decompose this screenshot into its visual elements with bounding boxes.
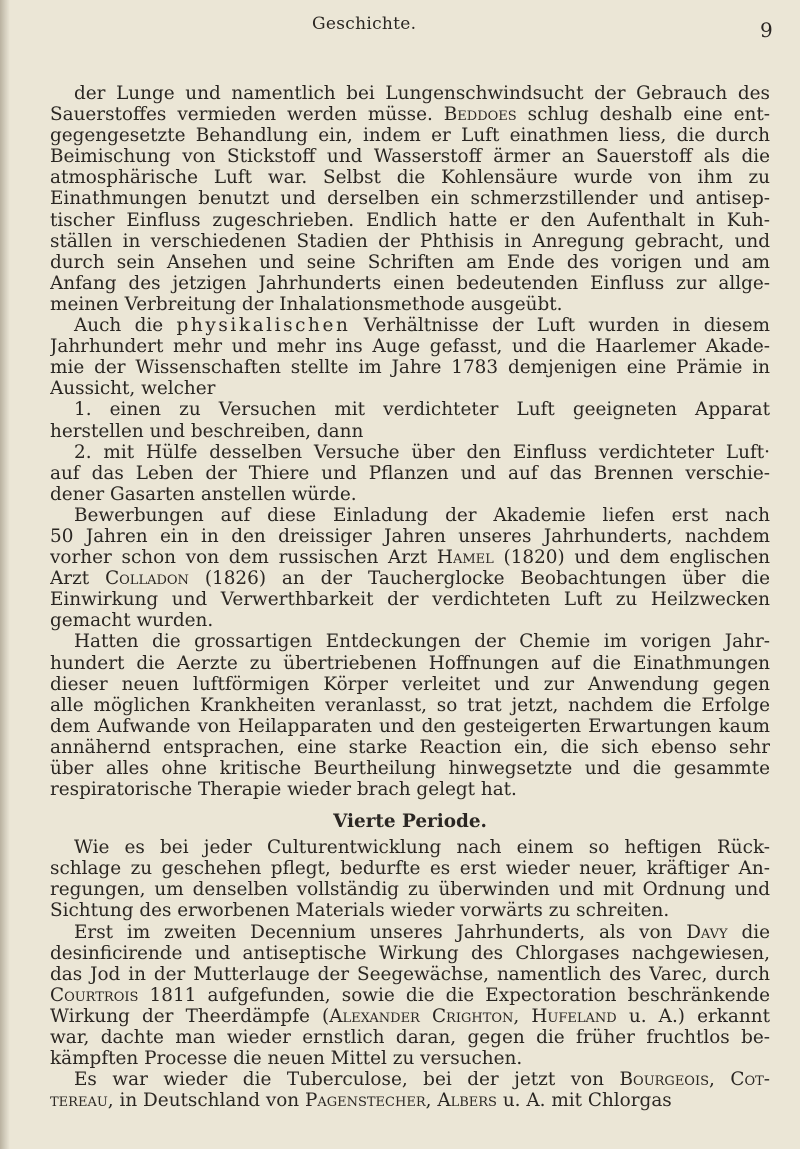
- text-line: [50, 1090, 770, 1111]
- text-run: Wirkung der Theerdämpfe (: [50, 1005, 330, 1027]
- text-run: Auch die: [74, 315, 177, 337]
- text-run: ,: [425, 1090, 438, 1112]
- text-line: [50, 252, 770, 273]
- text-run: das Jod in der Mutterlauge der Seegewächse, namentlich des Varec, durch: [50, 963, 770, 985]
- person-name: Colladon: [105, 568, 189, 590]
- text-run: Sichtung des erworbenen Materials wieder vorwärts zu schreiten.: [50, 900, 670, 922]
- text-run: Erst im zweiten Decennium unseres Jahrhunderts, als von: [74, 921, 687, 943]
- list-item: [50, 442, 770, 505]
- text-run: die: [727, 921, 770, 943]
- person-name: Pagenstecher: [304, 1090, 426, 1112]
- text-run: Einathmungen benutzt und derselben ein schmerzstillender und antisep-: [50, 188, 770, 210]
- paragraph: [50, 837, 770, 921]
- text-line: [50, 653, 770, 674]
- text-run: , in Deutschland von: [107, 1090, 305, 1112]
- text-run: 2. mit Hülfe desselben Versuche über den Einfluss verdichteter Luft·: [74, 441, 770, 463]
- emphasis-spaced: physikalischen: [176, 315, 351, 337]
- text-run: desinficirende und antiseptische Wirkung des Chlorgases nachgewiesen,: [50, 942, 770, 964]
- text-run: 1. einen zu Versuchen mit verdichteter Luft geeigneten Apparat: [74, 399, 770, 421]
- text-run: Beimischung von Stickstoff und Wasserstoff ärmer an Sauerstoff als die: [50, 146, 770, 168]
- text-run: Jahrhundert mehr und mehr ins Auge gefasst, und die Haarlemer Akade-: [50, 336, 770, 358]
- paragraph: [50, 1069, 770, 1111]
- text-line: [50, 442, 770, 463]
- text-line: [50, 610, 770, 631]
- text-run: meinen Verbreitung der Inhalationsmethode ausgeübt.: [50, 293, 563, 315]
- text-run: dem Aufwande von Heilapparaten und den gesteigerten Erwartungen kaum: [50, 715, 770, 737]
- text-run: Verhältnisse der Luft wurden in diesem: [350, 315, 770, 337]
- text-line: [50, 695, 770, 716]
- text-run: ,: [513, 1005, 532, 1027]
- text-run: gemacht wurden.: [50, 610, 214, 632]
- text-line: [50, 378, 770, 399]
- running-header: [0, 14, 800, 44]
- text-line: [50, 505, 770, 526]
- text-line: [50, 125, 770, 146]
- text-line: [50, 547, 770, 568]
- text-run: dener Gasarten anstellen würde.: [50, 483, 357, 505]
- text-run: tischer Einfluss zugeschrieben. Endlich hatte er den Aufenthalt in Kuh-: [50, 209, 770, 231]
- text-line: [50, 526, 770, 547]
- text-line: [50, 484, 770, 505]
- text-run: herstellen und beschreiben, dann: [50, 420, 364, 442]
- text-line: [50, 568, 770, 589]
- text-line: [50, 737, 770, 758]
- text-line: [50, 336, 770, 357]
- text-line: [50, 631, 770, 652]
- person-name: Albers: [437, 1090, 497, 1112]
- text-run: regungen, um denselben vollständig zu überwinden und mit Ordnung und: [50, 879, 770, 901]
- text-line: [50, 858, 770, 879]
- text-run: Arzt: [50, 568, 106, 590]
- text-run: war, dachte man wieder ernstlich daran, gegen die früher fruchtlos be-: [50, 1027, 770, 1049]
- text-run: Aussicht, welcher: [50, 378, 216, 400]
- text-line: [50, 985, 770, 1006]
- person-name: tereau: [50, 1090, 108, 1112]
- text-run: gegengesetzte Behandlung ein, indem er Luft einathmen liess, die durch: [50, 125, 770, 147]
- text-line: [50, 315, 770, 336]
- text-line: [50, 188, 770, 209]
- text-line: [50, 589, 770, 610]
- paragraph: [50, 922, 770, 1070]
- text-run: alle möglichen Krankheiten veranlasst, so trat jetzt, nachdem die Erfolge: [50, 694, 770, 716]
- text-line: [50, 964, 770, 985]
- list-item: [50, 399, 770, 441]
- person-name: Hufeland: [531, 1005, 617, 1027]
- text-run: ,: [709, 1069, 731, 1091]
- text-line: [50, 943, 770, 964]
- text-line: [50, 357, 770, 378]
- text-run: der Lunge und namentlich bei Lungenschwindsucht der Gebrauch des: [74, 83, 770, 104]
- text-run: u. A.) erkannt: [616, 1005, 770, 1027]
- person-name: Bourgeois: [619, 1069, 710, 1091]
- text-line: [50, 167, 770, 188]
- text-run: vorher schon von dem russischen Arzt: [50, 547, 437, 569]
- text-run: Hatten die grossartigen Entdeckungen der Chemie im vorigen Jahr-: [74, 631, 770, 653]
- text-line: [50, 779, 770, 800]
- text-line: [50, 104, 770, 125]
- text-line: [50, 463, 770, 484]
- text-line: [50, 1027, 770, 1048]
- text-line: [50, 210, 770, 231]
- text-run: schlage zu geschehen pflegt, bedurfte es erst wieder neuer, kräftiger An-: [50, 858, 770, 880]
- text-line: [50, 273, 770, 294]
- text-line: [50, 83, 770, 104]
- person-name: Alexander Crighton: [329, 1005, 514, 1027]
- person-name: Cot-: [730, 1069, 770, 1091]
- text-run: atmosphärische Luft war. Selbst die Kohlensäure wurde von ihm zu: [50, 167, 770, 189]
- text-line: [50, 716, 770, 737]
- text-run: respiratorische Therapie wieder brach gelegt hat.: [50, 779, 517, 801]
- text-line: [50, 879, 770, 900]
- text-line: [50, 1069, 770, 1090]
- text-run: mie der Wissenschaften stellte im Jahre 1783 demjenigen eine Prämie in: [50, 357, 770, 379]
- person-name: Beddoes: [443, 104, 517, 126]
- text-line: [50, 1048, 770, 1069]
- body-text: [50, 83, 770, 1111]
- text-run: schlug deshalb eine ent-: [516, 104, 770, 126]
- running-title: Geschichte.: [312, 14, 417, 34]
- text-line: [50, 900, 770, 921]
- text-run: über alles ohne kritische Beurtheilung hinwegsetzte und die gesammte: [50, 758, 770, 779]
- text-run: hundert die Aerzte zu übertriebenen Hoffnungen auf die Einathmungen: [50, 652, 770, 674]
- text-run: Sauerstoffes vermieden werden müsse.: [50, 104, 444, 126]
- text-line: [50, 146, 770, 167]
- paragraph: [50, 631, 770, 800]
- text-run: durch sein Ansehen und seine Schriften am Ende des vorigen und am: [50, 251, 770, 273]
- text-run: kämpften Processe die neuen Mittel zu versuchen.: [50, 1048, 523, 1070]
- text-line: [50, 294, 770, 315]
- text-line: [50, 674, 770, 695]
- paragraph: [50, 83, 770, 315]
- text-run: (1820) und dem englischen: [493, 547, 770, 569]
- paragraph: [50, 505, 770, 632]
- text-run: Es war wieder die Tuberculose, bei der jetzt von: [74, 1069, 620, 1091]
- text-run: u. A. mit Chlorgas: [496, 1090, 672, 1112]
- text-line: [50, 231, 770, 252]
- section-heading: Vierte Periode.: [333, 811, 487, 833]
- text-run: dieser neuen luftförmigen Körper verleitet und zur Anwendung gegen: [50, 673, 770, 695]
- text-run: auf das Leben der Thiere und Pflanzen und auf das Brennen verschie-: [50, 462, 770, 484]
- text-run: ställen in verschiedenen Stadien der Phthisis in Anregung gebracht, und: [50, 230, 770, 252]
- text-run: 50 Jahren ein in den dreissiger Jahren unseres Jahrhunderts, nachdem: [50, 525, 770, 547]
- text-run: Einwirkung und Verwerthbarkeit der verdichteten Luft zu Heilzwecken: [50, 589, 770, 611]
- text-line: [50, 399, 770, 420]
- text-line: [50, 922, 770, 943]
- text-run: Wie es bei jeder Culturentwicklung nach einem so heftigen Rück-: [74, 837, 770, 859]
- text-line: [50, 421, 770, 442]
- paragraph: [50, 315, 770, 399]
- text-line: [50, 837, 770, 858]
- text-run: (1826) an der Taucherglocke Beobachtungen über die: [188, 568, 770, 590]
- person-name: Hamel: [436, 547, 494, 569]
- page-number: 9: [760, 18, 773, 42]
- person-name: Courtrois: [50, 984, 139, 1006]
- text-run: Anfang des jetzigen Jahrhunderts einen bedeutenden Einfluss zur allge-: [50, 272, 770, 294]
- text-run: 1811 aufgefunden, sowie die die Expectoration beschränkende: [138, 984, 770, 1006]
- text-run: annähernd entsprachen, eine starke Reaction ein, die sich ebenso sehr: [50, 736, 770, 758]
- text-run: Bewerbungen auf diese Einladung der Akademie liefen erst nach: [74, 504, 770, 526]
- text-line: [50, 758, 770, 779]
- text-line: [50, 1006, 770, 1027]
- person-name: Davy: [686, 921, 728, 943]
